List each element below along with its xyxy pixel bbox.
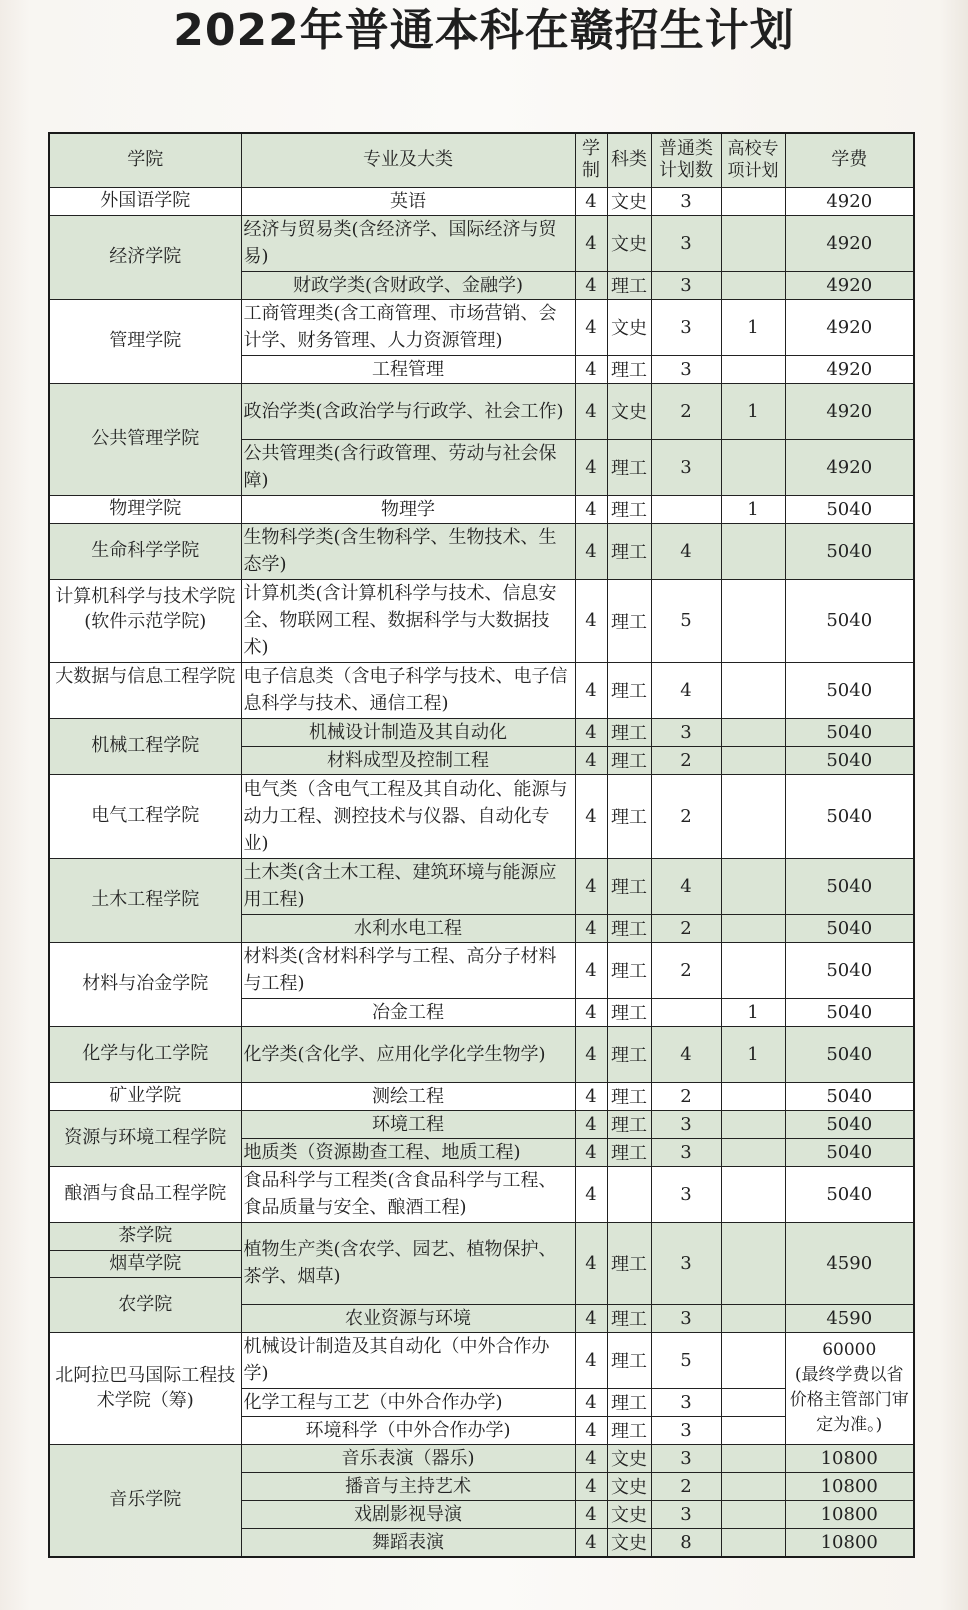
- years-cell: 4: [575, 942, 607, 998]
- major-cell: 化学工程与工艺（中外合作办学): [241, 1388, 575, 1416]
- major-cell: 材料成型及控制工程: [241, 746, 575, 774]
- special-plan-cell: [721, 1528, 785, 1557]
- years-cell: 4: [575, 1528, 607, 1557]
- special-plan-cell: [721, 187, 785, 215]
- college-cell: 经济学院: [49, 215, 241, 299]
- general-plan-cell: 3: [651, 718, 721, 746]
- special-plan-cell: [721, 1110, 785, 1138]
- years-cell: 4: [575, 355, 607, 383]
- years-cell: 4: [575, 1304, 607, 1332]
- tuition-cell: 4920: [785, 299, 914, 355]
- college-cell: 大数据与信息工程学院: [49, 662, 241, 718]
- tuition-cell: 5040: [785, 858, 914, 914]
- special-plan-cell: [721, 662, 785, 718]
- table-row: [49, 718, 914, 746]
- years-cell: 4: [575, 914, 607, 942]
- general-plan-cell: 3: [651, 1166, 721, 1222]
- general-plan-cell: 3: [651, 1500, 721, 1528]
- tuition-cell: 5040: [785, 914, 914, 942]
- tuition-cell: 5040: [785, 746, 914, 774]
- header-major: 专业及大类: [241, 133, 575, 187]
- special-plan-cell: [721, 1304, 785, 1332]
- subject-cell: 理工: [607, 914, 651, 942]
- table-row: [49, 858, 914, 914]
- general-plan-cell: 3: [651, 355, 721, 383]
- general-plan-cell: 3: [651, 1444, 721, 1472]
- years-cell: 4: [575, 1332, 607, 1388]
- table-row: [49, 662, 914, 718]
- general-plan-cell: 4: [651, 858, 721, 914]
- subject-cell: 理工: [607, 746, 651, 774]
- major-cell: 政治学类(含政治学与行政学、社会工作): [241, 383, 575, 439]
- tuition-cell: 5040: [785, 774, 914, 858]
- major-cell: 电子信息类（含电子科学与技术、电子信息科学与技术、通信工程): [241, 662, 575, 718]
- major-cell: 电气类（含电气工程及其自动化、能源与动力工程、测控技术与仪器、自动化专业): [241, 774, 575, 858]
- subject-cell: 文史: [607, 1444, 651, 1472]
- table-row: [49, 523, 914, 579]
- college-cell: 计算机科学与技术学院(软件示范学院): [49, 579, 241, 662]
- table-row: [49, 383, 914, 439]
- table-row: [49, 1222, 914, 1250]
- special-plan-cell: [721, 579, 785, 662]
- years-cell: 4: [575, 523, 607, 579]
- major-cell: 计算机类(含计算机科学与技术、信息安全、物联网工程、数据科学与大数据技术): [241, 579, 575, 662]
- subject-cell: [607, 1166, 651, 1222]
- tuition-value: 60000: [822, 1340, 877, 1360]
- major-cell: 戏剧影视导演: [241, 1500, 575, 1528]
- general-plan-cell: 2: [651, 914, 721, 942]
- years-cell: 4: [575, 998, 607, 1026]
- college-cell: 资源与环境工程学院: [49, 1110, 241, 1166]
- special-plan-cell: [721, 1472, 785, 1500]
- general-plan-cell: 3: [651, 1388, 721, 1416]
- major-cell: 工商管理类(含工商管理、市场营销、会计学、财务管理、人力资源管理): [241, 299, 575, 355]
- tuition-cell: 4920: [785, 383, 914, 439]
- general-plan-cell: 5: [651, 1332, 721, 1388]
- general-plan-cell: 2: [651, 942, 721, 998]
- years-cell: 4: [575, 858, 607, 914]
- subject-cell: 理工: [607, 523, 651, 579]
- table-row: [49, 1444, 914, 1472]
- general-plan-cell: 8: [651, 1528, 721, 1557]
- major-cell: 测绘工程: [241, 1082, 575, 1110]
- page-title: 2022年普通本科在赣招生计划: [173, 5, 795, 56]
- tuition-cell: 5040: [785, 1138, 914, 1166]
- special-plan-cell: [721, 942, 785, 998]
- major-cell: 英语: [241, 187, 575, 215]
- general-plan-cell: 3: [651, 1110, 721, 1138]
- college-cell: 公共管理学院: [49, 383, 241, 495]
- special-plan-cell: 1: [721, 998, 785, 1026]
- years-cell: 4: [575, 1500, 607, 1528]
- table-row: [49, 579, 914, 662]
- college-cell: 农学院: [49, 1277, 241, 1332]
- table-row: [49, 495, 914, 523]
- college-cell: 音乐学院: [49, 1444, 241, 1557]
- years-cell: 4: [575, 1416, 607, 1444]
- tuition-cell: 10800: [785, 1500, 914, 1528]
- special-plan-cell: 1: [721, 495, 785, 523]
- major-cell: 公共管理类(含行政管理、劳动与社会保障): [241, 439, 575, 495]
- header-subject: 科类: [607, 133, 651, 187]
- table-row: [49, 942, 914, 998]
- college-cell: 茶学院: [49, 1222, 241, 1250]
- table-row: [49, 299, 914, 355]
- tuition-cell: 10800: [785, 1472, 914, 1500]
- special-plan-cell: [721, 523, 785, 579]
- major-cell: 机械设计制造及其自动化（中外合作办学): [241, 1332, 575, 1388]
- major-cell: 环境科学（中外合作办学): [241, 1416, 575, 1444]
- college-cell: 化学与化工学院: [49, 1026, 241, 1082]
- subject-cell: 文史: [607, 1472, 651, 1500]
- years-cell: 4: [575, 1026, 607, 1082]
- special-plan-cell: [721, 914, 785, 942]
- years-cell: 4: [575, 718, 607, 746]
- subject-cell: 理工: [607, 942, 651, 998]
- years-cell: 4: [575, 579, 607, 662]
- special-plan-cell: 1: [721, 299, 785, 355]
- general-plan-cell: 3: [651, 1416, 721, 1444]
- major-cell: 食品科学与工程类(含食品科学与工程、食品质量与安全、酿酒工程): [241, 1166, 575, 1222]
- subject-cell: 理工: [607, 718, 651, 746]
- tuition-cell: 5040: [785, 1026, 914, 1082]
- tuition-cell: 10800: [785, 1444, 914, 1472]
- general-plan-cell: 2: [651, 746, 721, 774]
- subject-cell: 理工: [607, 858, 651, 914]
- special-plan-cell: [721, 1332, 785, 1388]
- table-row: [49, 1082, 914, 1110]
- years-cell: 4: [575, 1166, 607, 1222]
- major-cell: 冶金工程: [241, 998, 575, 1026]
- special-plan-cell: [721, 1416, 785, 1444]
- table-row: [49, 1110, 914, 1138]
- special-plan-cell: [721, 746, 785, 774]
- years-cell: 4: [575, 1388, 607, 1416]
- major-cell: 水利水电工程: [241, 914, 575, 942]
- header-tuition: 学费: [785, 133, 914, 187]
- subject-cell: 理工: [607, 579, 651, 662]
- special-plan-cell: [721, 858, 785, 914]
- tuition-cell: 4590: [785, 1222, 914, 1304]
- years-cell: 4: [575, 1082, 607, 1110]
- special-plan-cell: 1: [721, 383, 785, 439]
- major-cell: 工程管理: [241, 355, 575, 383]
- subject-cell: 理工: [607, 1138, 651, 1166]
- subject-cell: 理工: [607, 1388, 651, 1416]
- college-cell: 北阿拉巴马国际工程技术学院（筹): [49, 1332, 241, 1444]
- years-cell: 4: [575, 439, 607, 495]
- tuition-cell: 4920: [785, 271, 914, 299]
- major-cell: 音乐表演（器乐): [241, 1444, 575, 1472]
- special-plan-cell: [721, 1166, 785, 1222]
- major-cell: 化学类(含化学、应用化学化学生物学): [241, 1026, 575, 1082]
- general-plan-cell: 3: [651, 299, 721, 355]
- general-plan-cell: 2: [651, 383, 721, 439]
- tuition-cell: 4920: [785, 187, 914, 215]
- special-plan-cell: [721, 355, 785, 383]
- general-plan-cell: [651, 495, 721, 523]
- special-plan-cell: [721, 1138, 785, 1166]
- subject-cell: 文史: [607, 215, 651, 271]
- subject-cell: 理工: [607, 662, 651, 718]
- college-cell: 生命科学学院: [49, 523, 241, 579]
- years-cell: 4: [575, 1222, 607, 1304]
- college-cell: 烟草学院: [49, 1250, 241, 1277]
- major-cell: 环境工程: [241, 1110, 575, 1138]
- special-plan-cell: [721, 1222, 785, 1304]
- major-cell: 地质类（资源勘查工程、地质工程): [241, 1138, 575, 1166]
- tuition-cell: 5040: [785, 942, 914, 998]
- subject-cell: 理工: [607, 1332, 651, 1388]
- general-plan-cell: 3: [651, 1222, 721, 1304]
- major-cell: 播音与主持艺术: [241, 1472, 575, 1500]
- general-plan-cell: 3: [651, 439, 721, 495]
- major-cell: 经济与贸易类(含经济学、国际经济与贸易): [241, 215, 575, 271]
- years-cell: 4: [575, 1444, 607, 1472]
- table-header-row: [49, 133, 914, 187]
- years-cell: 4: [575, 1472, 607, 1500]
- tuition-cell: 5040: [785, 495, 914, 523]
- general-plan-cell: 2: [651, 1082, 721, 1110]
- tuition-cell: 5040: [785, 1166, 914, 1222]
- college-cell: 矿业学院: [49, 1082, 241, 1110]
- special-plan-cell: 1: [721, 1026, 785, 1082]
- general-plan-cell: [651, 998, 721, 1026]
- special-plan-cell: [721, 1388, 785, 1416]
- major-cell: 植物生产类(含农学、园艺、植物保护、茶学、烟草): [241, 1222, 575, 1304]
- subject-cell: 理工: [607, 1110, 651, 1138]
- years-cell: 4: [575, 1110, 607, 1138]
- years-cell: 4: [575, 495, 607, 523]
- tuition-cell: 5040: [785, 1110, 914, 1138]
- table-row: [49, 215, 914, 271]
- subject-cell: 理工: [607, 1082, 651, 1110]
- subject-cell: 文史: [607, 1528, 651, 1557]
- college-cell: 外国语学院: [49, 187, 241, 215]
- major-cell: 机械设计制造及其自动化: [241, 718, 575, 746]
- tuition-cell: 4920: [785, 439, 914, 495]
- college-cell: 物理学院: [49, 495, 241, 523]
- general-plan-cell: 4: [651, 662, 721, 718]
- major-cell: 财政学类(含财政学、金融学): [241, 271, 575, 299]
- subject-cell: 理工: [607, 1416, 651, 1444]
- subject-cell: 理工: [607, 1222, 651, 1304]
- general-plan-cell: 4: [651, 523, 721, 579]
- special-plan-cell: [721, 215, 785, 271]
- special-plan-cell: [721, 774, 785, 858]
- general-plan-cell: 3: [651, 1138, 721, 1166]
- college-cell: 材料与冶金学院: [49, 942, 241, 1026]
- subject-cell: 理工: [607, 271, 651, 299]
- special-plan-cell: [721, 718, 785, 746]
- special-plan-cell: [721, 1500, 785, 1528]
- tuition-cell: 5040: [785, 1082, 914, 1110]
- college-cell: 土木工程学院: [49, 858, 241, 942]
- years-cell: 4: [575, 215, 607, 271]
- college-cell: 酿酒与食品工程学院: [49, 1166, 241, 1222]
- subject-cell: 理工: [607, 355, 651, 383]
- years-cell: 4: [575, 774, 607, 858]
- general-plan-cell: 3: [651, 1304, 721, 1332]
- subject-cell: 理工: [607, 1026, 651, 1082]
- tuition-cell: 4920: [785, 215, 914, 271]
- subject-cell: 文史: [607, 1500, 651, 1528]
- subject-cell: 文史: [607, 383, 651, 439]
- subject-cell: 理工: [607, 998, 651, 1026]
- table-row: [49, 1166, 914, 1222]
- enrollment-plan-table: [48, 132, 915, 1558]
- tuition-cell: 10800: [785, 1528, 914, 1557]
- tuition-cell: [785, 1332, 914, 1444]
- header-years: 学制: [575, 133, 607, 187]
- college-cell: 管理学院: [49, 299, 241, 383]
- general-plan-cell: 3: [651, 187, 721, 215]
- table-row: [49, 1026, 914, 1082]
- years-cell: 4: [575, 299, 607, 355]
- tuition-cell: 4590: [785, 1304, 914, 1332]
- years-cell: 4: [575, 383, 607, 439]
- subject-cell: 理工: [607, 1304, 651, 1332]
- major-cell: 生物科学类(含生物科学、生物技术、生态学): [241, 523, 575, 579]
- subject-cell: 文史: [607, 299, 651, 355]
- college-cell: 机械工程学院: [49, 718, 241, 774]
- general-plan-cell: 3: [651, 271, 721, 299]
- general-plan-cell: 2: [651, 774, 721, 858]
- general-plan-cell: 4: [651, 1026, 721, 1082]
- tuition-cell: 5040: [785, 523, 914, 579]
- years-cell: 4: [575, 271, 607, 299]
- tuition-cell: 5040: [785, 579, 914, 662]
- header-college: 学院: [49, 133, 241, 187]
- major-cell: 舞蹈表演: [241, 1528, 575, 1557]
- special-plan-cell: [721, 1082, 785, 1110]
- general-plan-cell: 5: [651, 579, 721, 662]
- header-general-plan: 普通类计划数: [651, 133, 721, 187]
- years-cell: 4: [575, 1138, 607, 1166]
- special-plan-cell: [721, 271, 785, 299]
- years-cell: 4: [575, 187, 607, 215]
- years-cell: 4: [575, 746, 607, 774]
- tuition-cell: 5040: [785, 718, 914, 746]
- special-plan-cell: [721, 439, 785, 495]
- table-row: [49, 187, 914, 215]
- subject-cell: 理工: [607, 774, 651, 858]
- header-special-plan: 高校专项计划: [721, 133, 785, 187]
- major-cell: 材料类(含材料科学与工程、高分子材料与工程): [241, 942, 575, 998]
- general-plan-cell: 2: [651, 1472, 721, 1500]
- subject-cell: 理工: [607, 495, 651, 523]
- major-cell: 物理学: [241, 495, 575, 523]
- tuition-cell: 5040: [785, 998, 914, 1026]
- special-plan-cell: [721, 1444, 785, 1472]
- tuition-cell: 5040: [785, 662, 914, 718]
- subject-cell: 理工: [607, 439, 651, 495]
- subject-cell: 文史: [607, 187, 651, 215]
- tuition-cell: 4920: [785, 355, 914, 383]
- college-cell: 电气工程学院: [49, 774, 241, 858]
- table-row: [49, 1332, 914, 1388]
- years-cell: 4: [575, 662, 607, 718]
- table-row: [49, 774, 914, 858]
- tuition-note: (最终学费以省价格主管部门审定为准。): [789, 1365, 909, 1435]
- major-cell: 农业资源与环境: [241, 1304, 575, 1332]
- major-cell: 土木类(含土木工程、建筑环境与能源应用工程): [241, 858, 575, 914]
- general-plan-cell: 3: [651, 215, 721, 271]
